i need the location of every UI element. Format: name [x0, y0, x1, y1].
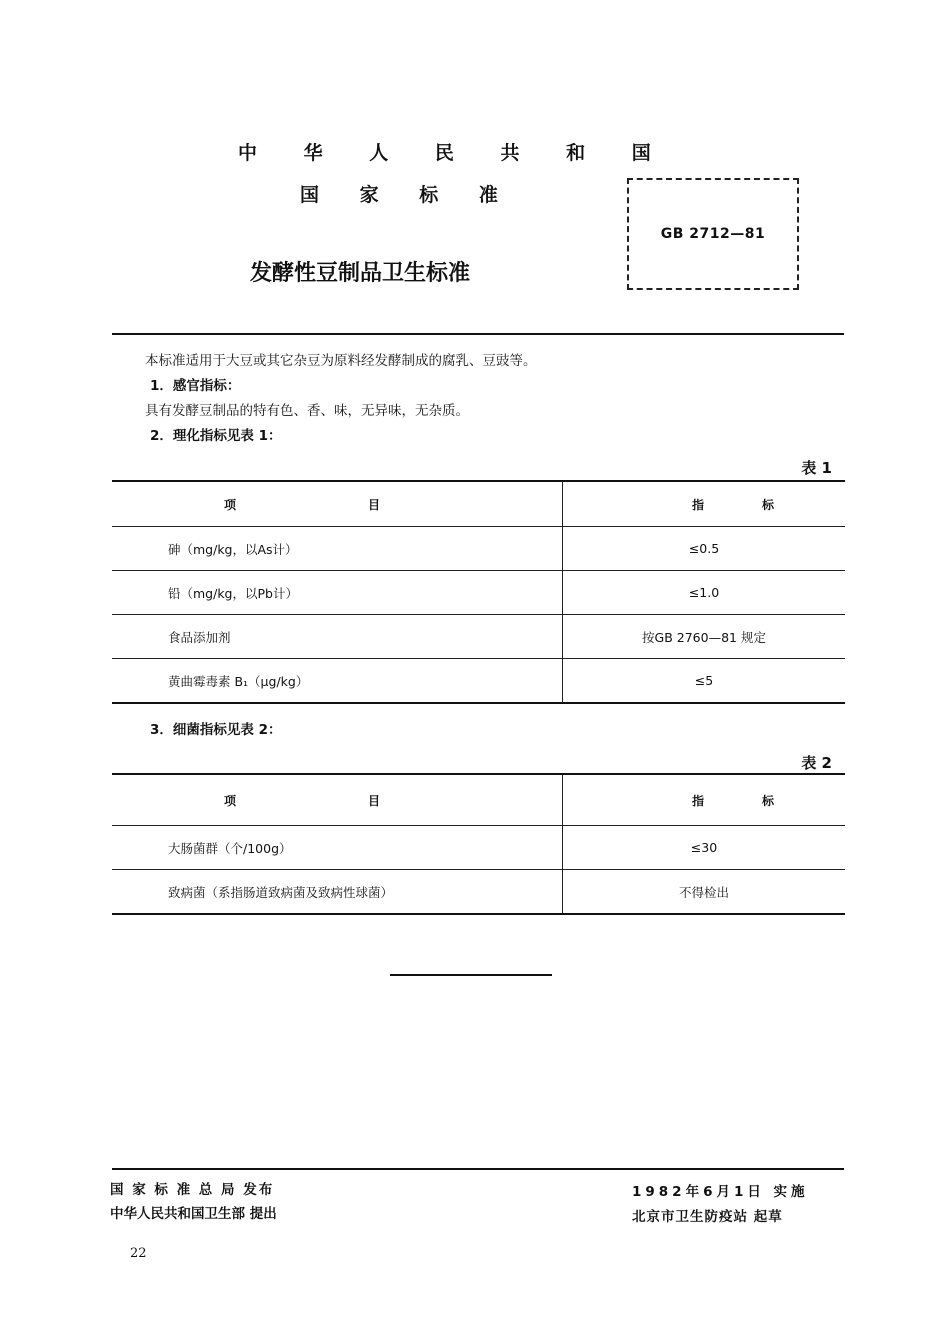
item2-heading: 2．理化指标见表 1：	[150, 428, 282, 444]
row-item: 铅（mg/kg，以Pb计）	[112, 571, 563, 615]
row-item: 砷（mg/kg，以As计）	[112, 527, 563, 571]
table-row	[112, 826, 845, 870]
issuer-line: 国 家 标 准 总 局 发布	[110, 1182, 275, 1198]
proposer-line: 中华人民共和国卫生部 提出	[110, 1206, 277, 1222]
row-value: ≤5	[563, 659, 846, 704]
row-value: 按GB 2760—81 规定	[563, 615, 846, 659]
standard-type: 国 家 标 准	[300, 184, 515, 206]
table2	[112, 773, 845, 915]
page-number: 22	[130, 1246, 147, 1261]
table-header-row	[112, 481, 845, 527]
scope-text: 本标准适用于大豆或其它杂豆为原料经发酵制成的腐乳、豆豉等。	[145, 353, 537, 369]
footer-rule	[112, 1168, 844, 1170]
index-column-header: 指 标	[563, 774, 846, 826]
row-value: ≤1.0	[563, 571, 846, 615]
drafter-line: 北京市卫生防疫站 起草	[632, 1209, 783, 1225]
row-item: 黄曲霉毒素 B₁（μg/kg）	[112, 659, 563, 704]
row-item: 致病菌（系指肠道致病菌及致病性球菌）	[112, 870, 563, 915]
standard-code: GB 2712—81	[660, 226, 766, 242]
item-column-header: 项 目	[112, 774, 563, 826]
row-value: ≤0.5	[563, 527, 846, 571]
table1-caption: 表 1	[801, 459, 832, 477]
table-row	[112, 659, 845, 704]
header-rule	[112, 333, 844, 335]
table-header-row	[112, 774, 845, 826]
row-item: 大肠菌群（个/100g）	[112, 826, 563, 870]
table-row	[112, 615, 845, 659]
table2-caption: 表 2	[801, 754, 832, 772]
issuing-country: 中 华 人 民 共 和 国	[238, 142, 671, 164]
table-row	[112, 571, 845, 615]
item1-text: 具有发酵豆制品的特有色、香、味，无异味，无杂质。	[145, 403, 469, 419]
row-value: 不得检出	[563, 870, 846, 915]
table1	[112, 480, 845, 704]
table-row	[112, 527, 845, 571]
standard-code-box	[627, 178, 799, 290]
item1-heading: 1．感官指标：	[150, 378, 241, 394]
item3-heading: 3．细菌指标见表 2：	[150, 722, 282, 738]
row-item: 食品添加剂	[112, 615, 563, 659]
effective-date-line: 1982年6月1日 实施	[632, 1184, 809, 1200]
index-column-header: 指 标	[563, 481, 846, 527]
item-column-header: 项 目	[112, 481, 563, 527]
table-row	[112, 870, 845, 915]
end-of-text-rule	[390, 974, 552, 976]
row-value: ≤30	[563, 826, 846, 870]
document-title: 发酵性豆制品卫生标准	[250, 261, 471, 286]
